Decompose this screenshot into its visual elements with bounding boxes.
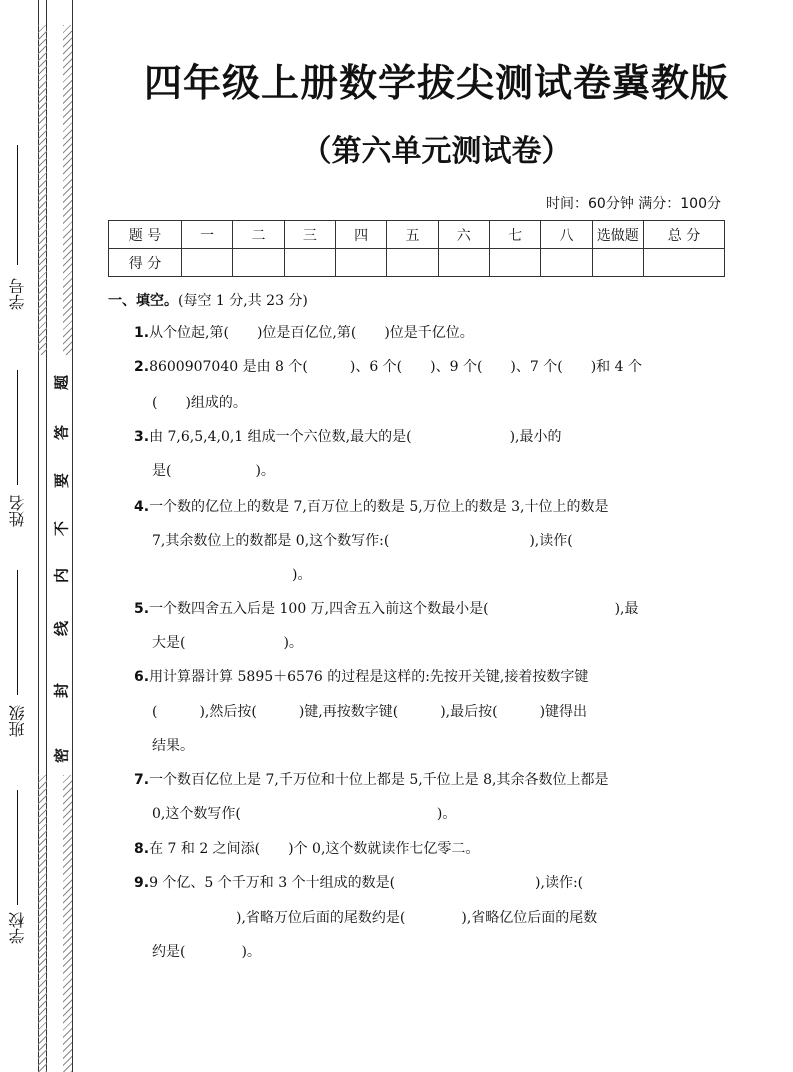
seal-char: 答 [52, 425, 71, 441]
score-header-cell: 选做题 [592, 221, 643, 249]
question-2-continuation: ( )组成的。 [152, 395, 247, 411]
question-text: 用计算器计算 5895＋6576 的过程是这样的:先按开关键,接着按数字键 [149, 669, 589, 685]
score-input-cell[interactable] [335, 249, 386, 277]
page-title: 四年级上册数学拔尖测试卷冀教版 [143, 61, 729, 105]
score-input-cell[interactable] [284, 249, 335, 277]
question-8 [134, 839, 726, 859]
binding-margin [0, 0, 80, 1072]
score-header-cell: 五 [387, 221, 438, 249]
question-9-continuation: 约是( )。 [152, 944, 261, 960]
section-note: (每空 1 分,共 23 分) [178, 293, 308, 309]
question-5-continuation: 大是( )。 [152, 635, 303, 651]
class-rule [17, 570, 18, 695]
name-rule [17, 370, 18, 485]
question-text: 一个数的亿位上的数是 7,百万位上的数是 5,万位上的数是 3,十位上的数是 [149, 499, 609, 515]
name-label: 姓名 [8, 495, 27, 527]
class-label: 班级 [8, 705, 27, 737]
margin-border-line [72, 0, 73, 1072]
seal-char: 题 [52, 375, 71, 391]
score-table-score-row [109, 249, 725, 277]
score-table-header-row [109, 221, 725, 249]
score-header-cell: 一 [182, 221, 233, 249]
question-7-continuation: 0,这个数写作( )。 [152, 806, 457, 822]
question-text: 一个数百亿位上是 7,千万位和十位上都是 5,千位上是 8,其余各数位上都是 [149, 772, 609, 788]
question-text: 从个位起,第( )位是百亿位,第( )位是千亿位。 [149, 325, 474, 341]
score-table [108, 220, 725, 277]
question-number: 1. [134, 325, 150, 341]
question-number: 9. [134, 875, 150, 891]
margin-hatch [38, 25, 47, 355]
score-header-cell: 总 分 [644, 221, 725, 249]
score-input-cell[interactable] [387, 249, 438, 277]
question-number: 2. [134, 359, 150, 375]
question-number: 5. [134, 601, 150, 617]
question-text: 8600907040 是由 8 个( )、6 个( )、9 个( )、7 个( )和 4 个 [149, 359, 642, 375]
seal-char: 密 [52, 748, 71, 764]
question-9-continuation: ),省略万位后面的尾数约是( ),省略亿位后面的尾数 [152, 910, 598, 926]
seal-char: 不 [52, 521, 71, 537]
student-id-rule [17, 145, 18, 265]
score-header-cell: 题 号 [109, 221, 182, 249]
question-6-continuation: 结果。 [152, 738, 194, 754]
question-3 [134, 427, 726, 447]
score-header-cell: 三 [284, 221, 335, 249]
margin-hatch [38, 775, 47, 1072]
score-input-cell[interactable] [644, 249, 725, 277]
score-input-cell[interactable] [438, 249, 489, 277]
score-header-cell: 七 [489, 221, 540, 249]
question-4 [134, 497, 726, 517]
student-id-label: 学号 [8, 278, 27, 310]
margin-hatch [63, 775, 72, 1072]
seal-char: 要 [52, 473, 71, 489]
question-text: 由 7,6,5,4,0,1 组成一个六位数,最大的是( ),最小的 [149, 429, 562, 445]
question-6 [134, 667, 726, 687]
question-text: 在 7 和 2 之间添( )个 0,这个数就读作七亿零二。 [149, 841, 480, 857]
question-9 [134, 873, 726, 893]
seal-char: 封 [52, 683, 71, 699]
question-number: 8. [134, 841, 150, 857]
question-2 [134, 357, 726, 377]
score-input-cell[interactable] [182, 249, 233, 277]
question-number: 7. [134, 772, 150, 788]
score-input-cell[interactable] [489, 249, 540, 277]
question-3-continuation: 是( )。 [152, 463, 275, 479]
question-number: 3. [134, 429, 150, 445]
score-header-cell: 八 [541, 221, 592, 249]
score-header-cell: 六 [438, 221, 489, 249]
question-6-continuation: ( ),然后按( )键,再按数字键( ),最后按( )键得出 [152, 704, 588, 720]
question-4-continuation: 7,其余数位上的数都是 0,这个数写作:( ),读作( [152, 533, 573, 549]
question-1 [134, 323, 726, 343]
page-subtitle: （第六单元测试卷） [301, 134, 572, 169]
score-header-cell: 二 [233, 221, 284, 249]
exam-meta: 时间：60分钟 满分：100分 [546, 196, 721, 212]
question-4-continuation: )。 [152, 567, 312, 583]
score-row-label: 得 分 [109, 249, 182, 277]
score-header-cell: 四 [335, 221, 386, 249]
score-input-cell[interactable] [541, 249, 592, 277]
seal-char: 内 [52, 568, 71, 584]
school-rule [17, 790, 18, 905]
seal-char: 线 [52, 621, 71, 637]
margin-hatch [63, 25, 72, 355]
question-7 [134, 770, 726, 790]
score-input-cell[interactable] [233, 249, 284, 277]
school-label: 学校 [8, 912, 27, 944]
question-5 [134, 599, 726, 619]
question-number: 4. [134, 499, 150, 515]
section-heading [108, 290, 308, 310]
section-title: 一、填空。 [108, 293, 178, 309]
question-text: 9 个亿、5 个千万和 3 个十组成的数是( ),读作:( [149, 875, 584, 891]
score-input-cell[interactable] [592, 249, 643, 277]
question-text: 一个数四舍五入后是 100 万,四舍五入前这个数最小是( ),最 [149, 601, 639, 617]
question-number: 6. [134, 669, 150, 685]
